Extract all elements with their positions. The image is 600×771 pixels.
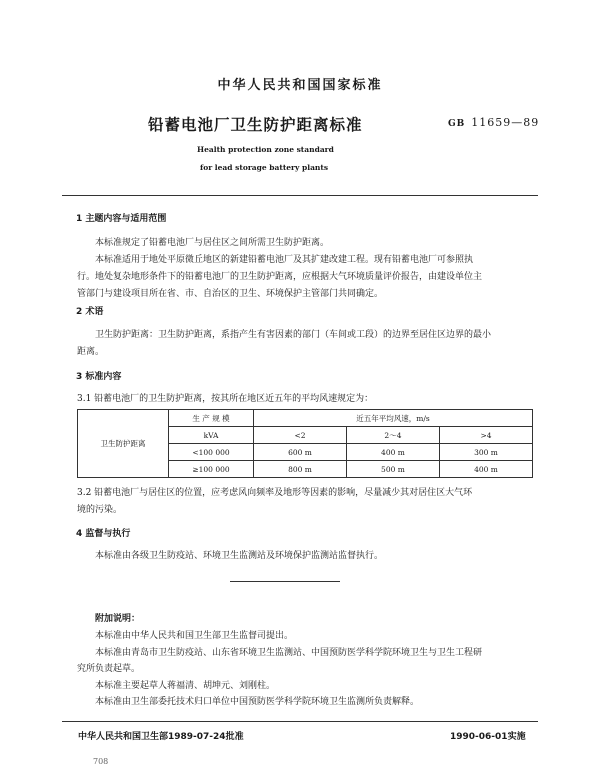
section-1-para-1: 本标准规定了铅蓄电池厂与居住区之间所需卫生防护距离。 <box>95 238 330 248</box>
standard-code-number: 11659—89 <box>471 116 540 129</box>
header-divider <box>62 195 538 196</box>
distance-cell: 400 m <box>346 444 439 461</box>
protection-distance-table <box>77 409 533 478</box>
section-1-para-2-line-2: 行。地处复杂地形条件下的铅蓄电池厂的卫生防护距离，应根据大气环境质量评价报告，由建设单位主 <box>77 272 483 282</box>
section-4-heading: 4 监督与执行 <box>76 529 131 539</box>
wind-col-high: >4 <box>439 427 532 444</box>
note-line-2a: 本标准由青岛市卫生防疫站、山东省环境卫生监测站、中国预防医学科学院环境卫生与卫生工程研 <box>95 648 483 658</box>
english-title-line-1: Health protection zone standard <box>197 145 334 154</box>
standard-code <box>448 116 539 129</box>
note-line-1: 本标准由中华人民共和国卫生部卫生监督司提出。 <box>95 631 294 641</box>
note-line-2b: 究所负责起草。 <box>77 664 141 674</box>
wind-col-low: <2 <box>254 427 347 444</box>
document-title: 铅蓄电池厂卫生防护距离标准 <box>148 116 363 134</box>
distance-cell: 300 m <box>439 444 532 461</box>
scale-unit: kVA <box>169 427 254 444</box>
clause-3-2-line-2: 境的污染。 <box>77 505 123 515</box>
section-1-para-2-line-1: 本标准适用于地处平原微丘地区的新建铅蓄电池厂及其扩建改建工程。现有铅蓄电池厂可参照执 <box>95 255 474 265</box>
scale-cell: ≥100 000 <box>169 461 254 478</box>
section-4-para: 本标准由各级卫生防疫站、环境卫生监测站及环境保护监测站监督执行。 <box>95 551 384 561</box>
section-2-heading: 2 术语 <box>76 307 104 317</box>
implementation-date: 1990-06-01实施 <box>450 732 526 742</box>
clause-3-1: 3.1 铅蓄电池厂的卫生防护距离，按其所在地区近五年的平均风速规定为： <box>77 394 374 404</box>
approval-line: 中华人民共和国卫生部1989-07-24批准 <box>78 732 244 742</box>
section-divider <box>230 581 340 582</box>
distance-cell: 600 m <box>254 444 347 461</box>
wind-col-mid: 2～4 <box>346 427 439 444</box>
section-1-para-2-line-3: 管部门与建设项目所在省、市、自治区的卫生、环境保护主管部门共同确定。 <box>77 289 384 299</box>
distance-cell: 800 m <box>254 461 347 478</box>
page-number: 708 <box>93 757 109 766</box>
table-row-label: 卫生防护距离 <box>78 410 169 478</box>
distance-cell: 500 m <box>346 461 439 478</box>
footer-divider <box>62 721 538 722</box>
english-title-line-2: for lead storage battery plants <box>200 163 329 172</box>
scale-cell: <100 000 <box>169 444 254 461</box>
national-standard-title: 中华人民共和国国家标准 <box>217 78 383 93</box>
clause-3-2-line-1: 3.2 铅蓄电池厂与居住区的位置，应考虑风向频率及地形等因素的影响，尽量减少其对居住区大气环 <box>77 488 473 498</box>
wind-speed-header: 近五年平均风速，m/s <box>254 410 533 427</box>
note-line-3: 本标准主要起草人蒋福清、胡坤元、刘刚柱。 <box>95 681 276 691</box>
table-row <box>78 410 533 427</box>
section-1-heading: 1 主题内容与适用范围 <box>76 214 167 224</box>
section-2-para-line-1: 卫生防护距离：卫生防护距离，系指产生有害因素的部门（车间或工段）的边界至居住区边界的最小 <box>95 330 492 340</box>
scale-header: 生 产 规 模 <box>169 410 254 427</box>
note-line-4: 本标准由卫生部委托技术归口单位中国预防医学科学院环境卫生监测所负责解释。 <box>95 697 420 707</box>
section-2-para-line-2: 距离。 <box>77 347 105 357</box>
section-3-heading: 3 标准内容 <box>76 372 122 382</box>
distance-cell: 400 m <box>439 461 532 478</box>
notes-heading: 附加说明： <box>95 614 141 624</box>
standard-code-prefix: GB <box>448 119 466 129</box>
